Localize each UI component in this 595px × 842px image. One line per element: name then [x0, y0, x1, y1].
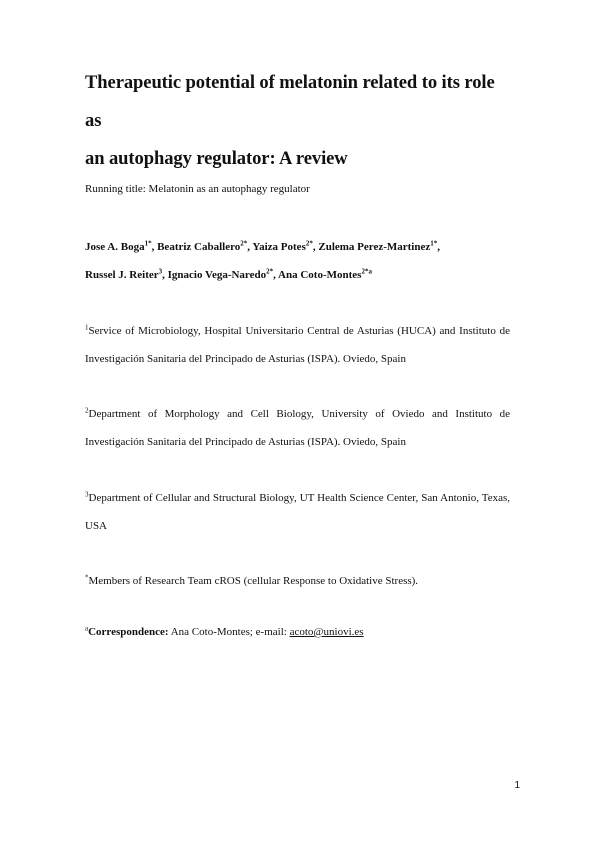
author-name: Jose A. Boga — [85, 241, 145, 253]
correspondence-text: Ana Coto-Montes; e-mail: — [168, 626, 290, 638]
affiliation-text: Service of Microbiology, Hospital Universitario Central de Asturias (HUCA) and Instituto de Investigación Sanitaria del Principado de Asturias (ISPA). Oviedo, Spain — [85, 325, 510, 365]
correspondence-label: Correspondence: — [88, 626, 169, 638]
correspondence-mark: a — [85, 624, 89, 633]
author-affiliation-mark: 2* — [240, 239, 248, 248]
title-line-1: Therapeutic potential of melatonin related to its role as — [85, 72, 495, 131]
author-name: Beatriz Caballero — [157, 241, 241, 253]
affiliation-mark: 1 — [85, 323, 89, 332]
author-name: Ana Coto-Montes — [278, 269, 362, 281]
author-separator: , — [312, 241, 319, 253]
affiliation-text: Department of Cellular and Structural Biology, UT Health Science Center, San Antonio, Texas, USA — [85, 492, 510, 532]
affiliation-mark: 2 — [85, 406, 89, 415]
author-name: Yaiza Potes — [252, 241, 306, 253]
author-separator: , — [247, 241, 253, 253]
author-affiliation-mark: 2* — [305, 239, 313, 248]
author-affiliation-mark: 3 — [158, 267, 163, 276]
author-affiliation-mark: 2*a — [361, 267, 372, 276]
author-separator: , — [273, 269, 279, 281]
author-separator: , — [162, 269, 168, 281]
author-name: Ignacio Vega-Naredo — [167, 269, 267, 281]
author-name: Russel J. Reiter — [85, 269, 159, 281]
affiliation-mark: 3 — [85, 490, 89, 499]
affiliation-mark: * — [85, 573, 89, 582]
author-separator: , — [437, 241, 440, 253]
page-number: 1 — [514, 780, 520, 791]
affiliation-text: Members of Research Team cROS (cellular Response to Oxidative Stress). — [88, 575, 419, 587]
affiliation-2 — [85, 400, 510, 456]
paper-title — [85, 64, 510, 178]
author-separator: , — [151, 241, 158, 253]
author-affiliation-mark: 2* — [266, 267, 274, 276]
author-affiliation-mark: 1* — [144, 239, 152, 248]
author-list — [85, 233, 510, 289]
affiliation-3 — [85, 484, 510, 540]
author-affiliation-mark: 1* — [430, 239, 438, 248]
affiliation-1 — [85, 317, 510, 373]
email-link[interactable]: acoto@uniovi.es — [289, 626, 364, 638]
affiliation-text: Department of Morphology and Cell Biology, University of Oviedo and Instituto de Investigación Sanitaria del Principado de Asturias (ISPA). Oviedo, Spain — [85, 408, 510, 448]
team-note — [85, 567, 510, 595]
running-title: Running title: Melatonin as an autophagy regulator — [85, 183, 310, 195]
title-line-2: an autophagy regulator: A review — [85, 148, 348, 169]
author-name: Zulema Perez-Martinez — [318, 241, 431, 253]
correspondence — [85, 625, 510, 639]
